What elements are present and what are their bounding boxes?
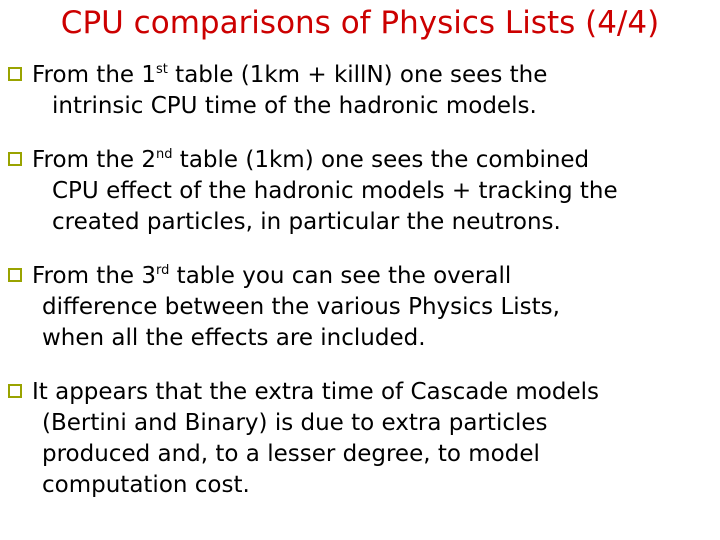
bullet-line: [32, 145, 618, 176]
bullet-text: table (1km + killN) one sees the: [167, 62, 548, 88]
bullet-text: table you can see the overall: [169, 263, 512, 289]
ordinal-suffix: nd: [155, 147, 173, 162]
bullet-line: difference between the various Physics Lists,: [42, 294, 560, 320]
ordinal-suffix: st: [155, 62, 168, 77]
bullet-line: [32, 261, 560, 292]
bullet-line: when all the effects are included.: [42, 325, 426, 351]
bullet-text: From the 3: [32, 263, 156, 289]
bullet-4: [32, 377, 599, 501]
bullet-square-icon: [8, 384, 22, 398]
bullet-text: table (1km) one sees the combined: [172, 147, 590, 173]
bullet-line: It appears that the extra time of Cascade models: [32, 379, 600, 405]
bullet-1: [32, 60, 547, 122]
bullet-3: [32, 261, 560, 354]
bullet-2: [32, 145, 618, 238]
bullet-text: From the 1: [32, 62, 156, 88]
bullet-square-icon: [8, 268, 22, 282]
bullet-line: (Bertini and Binary) is due to extra particles: [42, 410, 548, 436]
ordinal-suffix: rd: [155, 263, 170, 278]
bullet-line: created particles, in particular the neutrons.: [52, 209, 561, 235]
bullet-line: intrinsic CPU time of the hadronic models.: [52, 93, 537, 119]
slide-title: CPU comparisons of Physics Lists (4/4): [60, 5, 660, 41]
bullet-square-icon: [8, 152, 22, 166]
bullet-text: From the 2: [32, 147, 156, 173]
bullet-line: produced and, to a lesser degree, to model: [42, 441, 540, 467]
bullet-square-icon: [8, 67, 22, 81]
bullet-line: CPU effect of the hadronic models + tracking the: [52, 178, 618, 204]
bullet-line: computation cost.: [42, 472, 250, 498]
bullet-line: [32, 60, 547, 91]
